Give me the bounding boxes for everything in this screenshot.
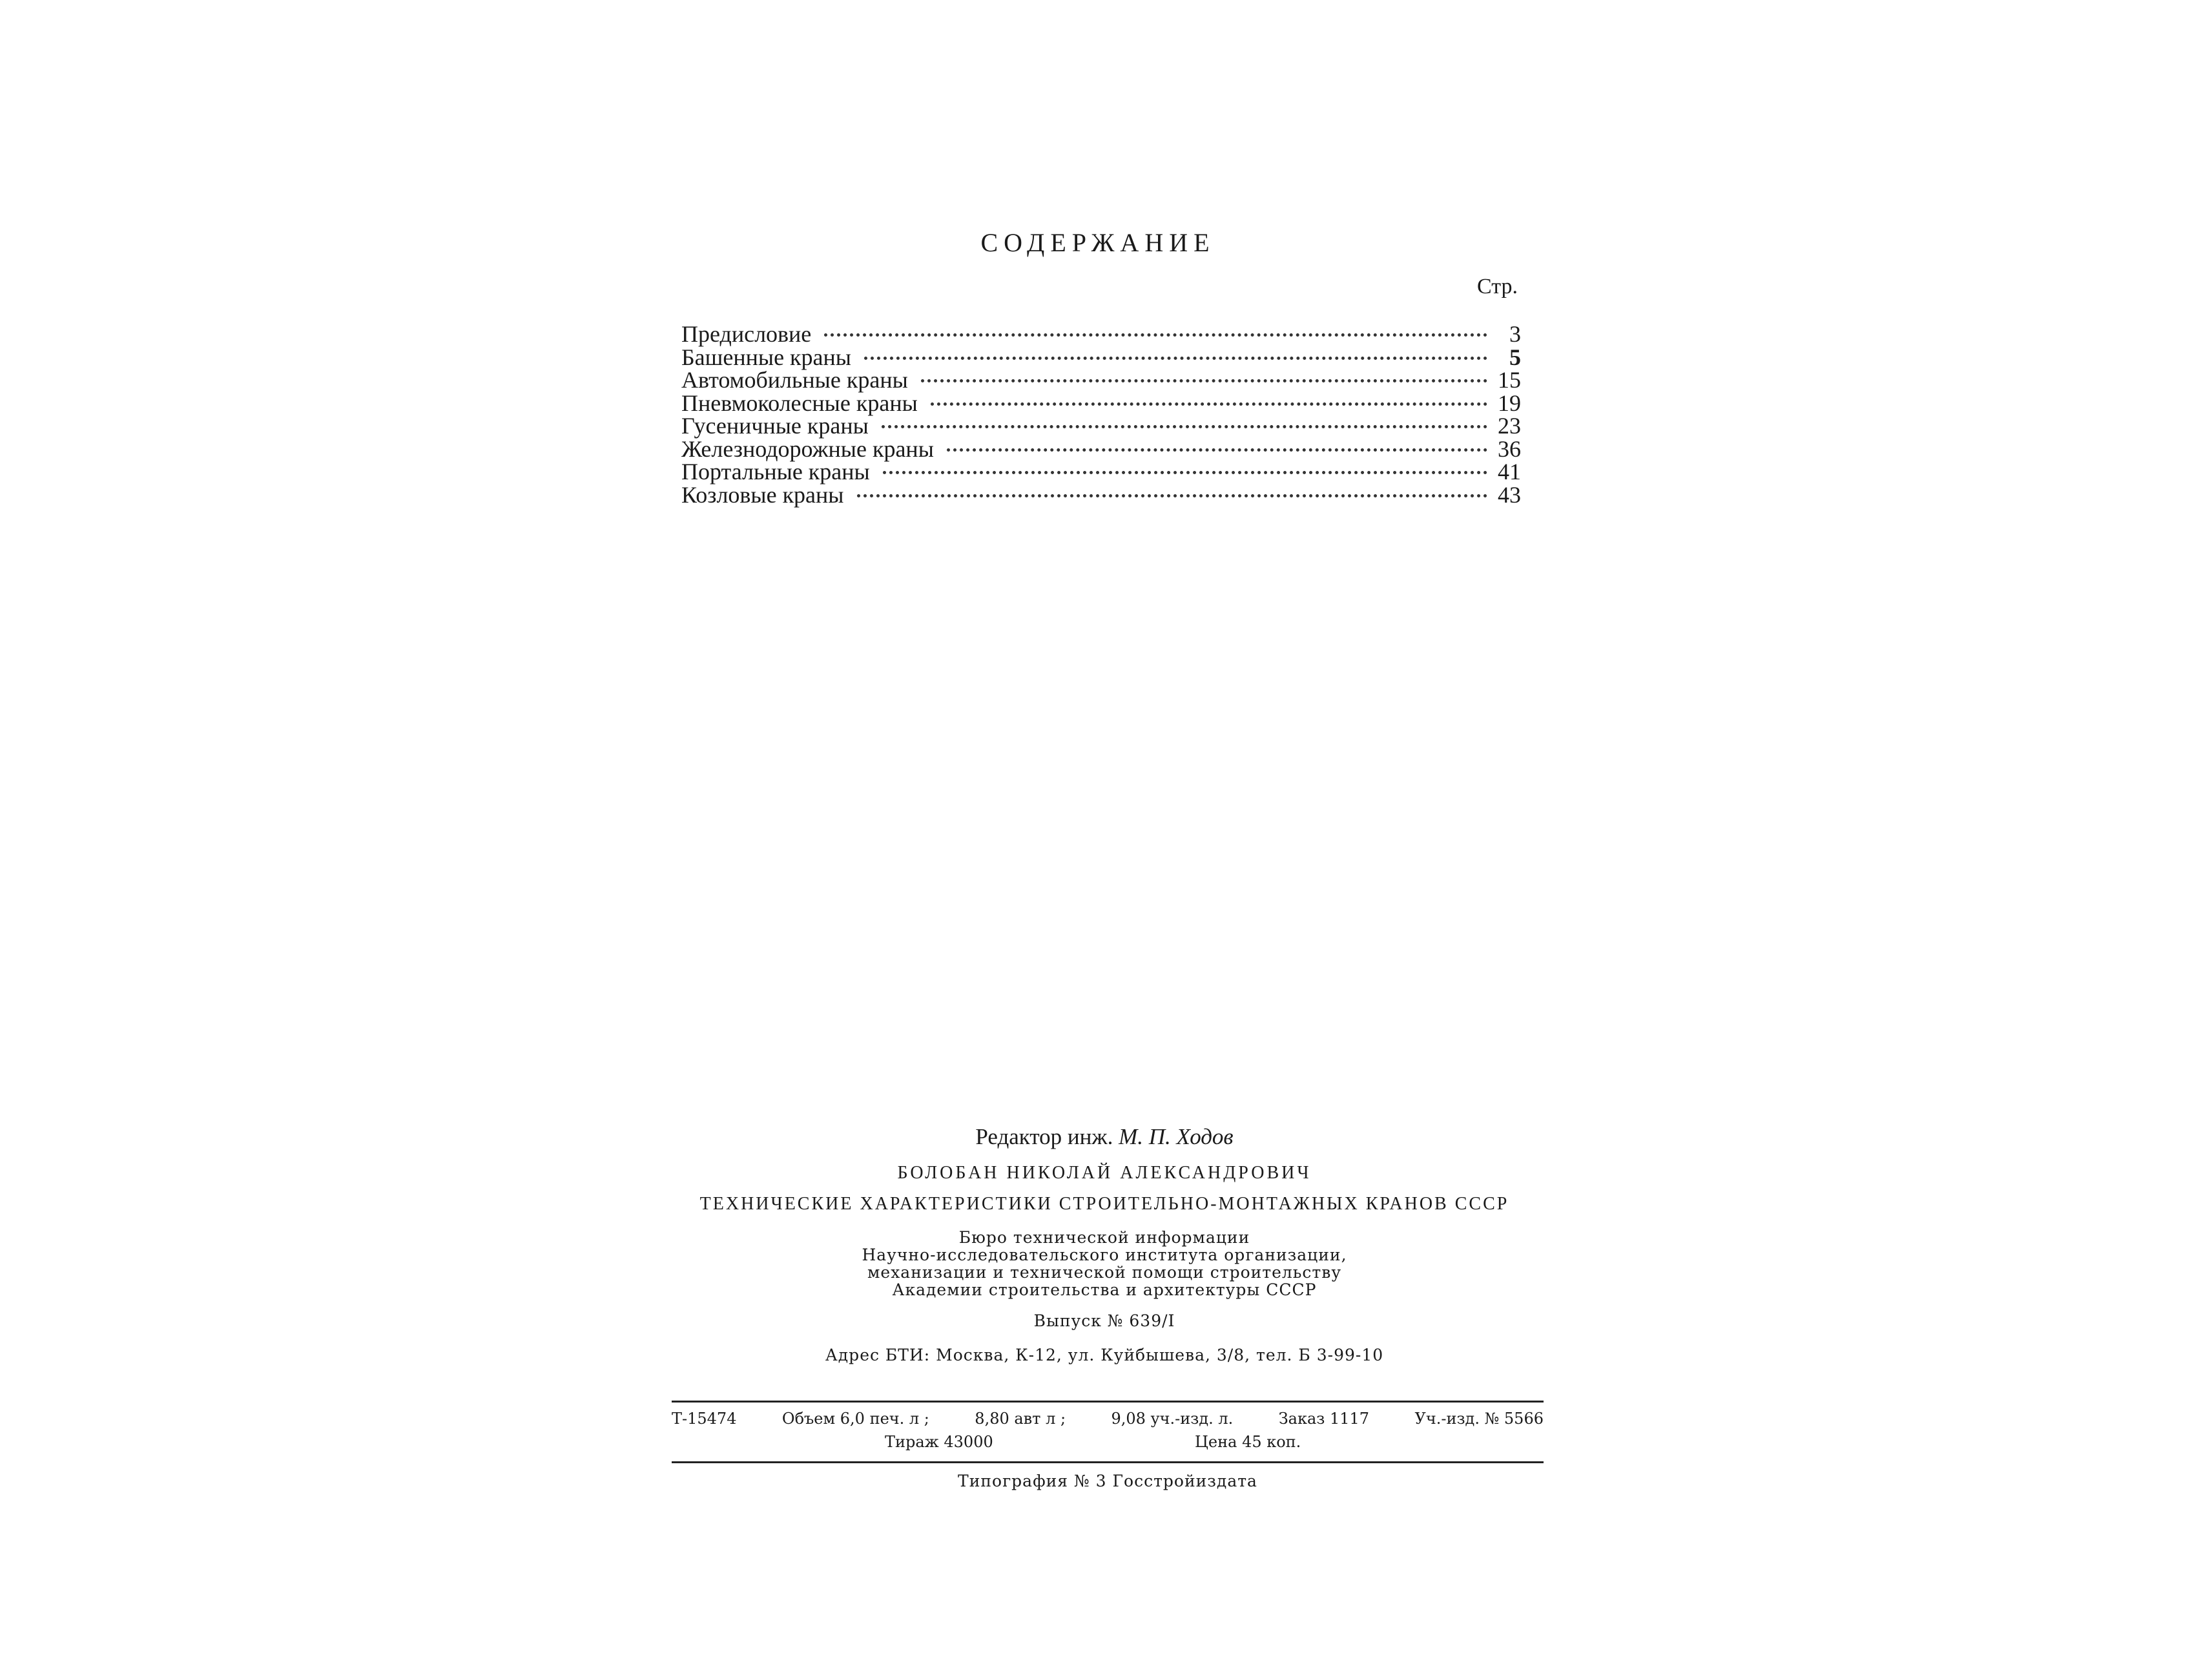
toc-entry-page: 15 [1498, 367, 1521, 393]
toc-entry [681, 461, 1521, 484]
dot-leader [931, 399, 1487, 406]
bureau-line: Научно-исследовательского института организации, [862, 1246, 1347, 1264]
toc-entry [681, 435, 1521, 462]
dot-leader [882, 421, 1487, 428]
dot-leader [921, 375, 1487, 382]
toc-entry-page: 23 [1498, 413, 1521, 439]
dot-leader [947, 444, 1487, 452]
toc-entry-name: Башенные краны [681, 344, 851, 370]
author-name: БОЛОБАН НИКОЛАЙ АЛЕКСАНДРОВИЧ [897, 1163, 1312, 1183]
publisher-bureau [662, 1229, 1547, 1298]
toc-entry-name: Автомобильные краны [681, 367, 908, 393]
toc-entry-page: 36 [1498, 435, 1521, 462]
toc-entry [681, 323, 1521, 346]
publication-code: Т-15474 [672, 1410, 737, 1428]
editor-name: М. П. Ходов [1119, 1124, 1234, 1149]
print-run: Тираж 43000 [885, 1433, 993, 1451]
dot-leader [883, 467, 1487, 474]
issue-number: Выпуск № 639/I [1033, 1311, 1175, 1330]
toc-entry-page: 19 [1498, 390, 1521, 416]
toc-entry-name: Предисловие [681, 321, 812, 347]
author-sheets: 8,80 авт л ; [975, 1410, 1066, 1428]
printer-name: Типография № 3 Госстройиздата [958, 1472, 1257, 1490]
toc-entry-page: 41 [1498, 459, 1521, 485]
toc-entry-name: Железнодорожные краны [681, 435, 934, 462]
toc-entry-page: 3 [1509, 321, 1521, 347]
dot-leader [824, 329, 1487, 337]
editor-line [662, 1124, 1547, 1150]
divider-bottom [672, 1461, 1544, 1463]
order-number: Заказ 1117 [1278, 1410, 1370, 1428]
publication-volume: Объем 6,0 печ. л ; [781, 1410, 929, 1428]
toc-entry [681, 392, 1521, 415]
imprint-block [662, 1124, 1547, 1371]
toc-entry-name: Портальные краны [681, 459, 870, 485]
divider-top [672, 1401, 1544, 1403]
publication-details-row [672, 1410, 1544, 1428]
book-title: ТЕХНИЧЕСКИЕ ХАРАКТЕРИСТИКИ СТРОИТЕЛЬНО-МОНТАЖНЫХ КРАНОВ СССР [699, 1194, 1509, 1214]
toc-entry [681, 346, 1521, 370]
toc-list [681, 323, 1521, 506]
editor-prefix: Редактор инж. [975, 1124, 1113, 1149]
dot-leader [864, 353, 1487, 360]
toc-entry [681, 415, 1521, 438]
price: Цена 45 коп. [1195, 1433, 1301, 1451]
toc-entry-name: Пневмоколесные краны [681, 390, 918, 416]
bureau-line: Бюро технической информации [958, 1228, 1250, 1247]
edition-sheets: 9,08 уч.-изд. л. [1111, 1410, 1234, 1428]
bureau-line: механизации и технической помощи строительству [867, 1263, 1342, 1282]
toc-entry-name: Гусеничные краны [681, 413, 869, 439]
bureau-address: Адрес БТИ: Москва, К-12, ул. Куйбышева, 3/8, тел. Б 3-99-10 [825, 1346, 1384, 1364]
toc-entry-name: Козловые краны [681, 481, 844, 508]
toc-entry [681, 369, 1521, 392]
toc-title: СОДЕРЖАНИЕ [980, 228, 1215, 257]
dot-leader [857, 490, 1488, 497]
toc-entry [681, 481, 1521, 508]
bureau-line: Академии строительства и архитектуры СССР [892, 1280, 1317, 1299]
edition-number: Уч.-изд. № 5566 [1414, 1410, 1544, 1428]
toc-page-column-header: Стр. [1476, 275, 1518, 298]
toc-entry-page: 43 [1498, 481, 1521, 508]
toc-entry-page: 5 [1509, 344, 1521, 370]
